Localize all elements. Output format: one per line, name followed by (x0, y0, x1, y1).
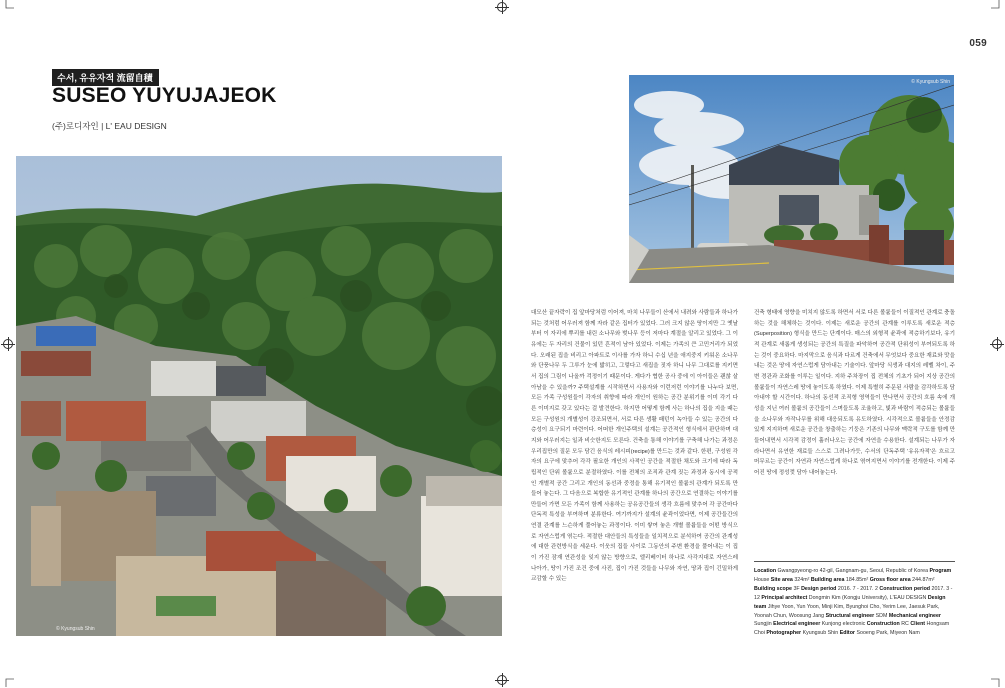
crop-mark-top-right (991, 0, 1005, 14)
crop-mark-bottom-left (0, 673, 14, 687)
project-info (754, 567, 955, 638)
aerial-neighborhood-photo (16, 156, 502, 636)
registration-mark-top (497, 2, 507, 12)
street-photo-illustration (629, 75, 954, 283)
project-info-label: Site area (770, 576, 795, 583)
project-info-value: Dongmin Kim (Kongju University), L'EAU DESIGN (808, 594, 928, 601)
right-photo-credit: © Kyungsub Shin (911, 79, 950, 85)
registration-mark-bottom (497, 675, 507, 685)
project-info-value: 244.87m² (912, 576, 935, 583)
project-info-label: Program (929, 568, 952, 574)
project-info-label: Location (754, 568, 778, 574)
project-info-value: RC (901, 621, 911, 628)
project-info-value: House (754, 576, 771, 583)
project-info-value: Sooeng Park, Miyeon Nam (856, 630, 920, 637)
page-number: 059 (969, 38, 987, 49)
crop-mark-top-left (0, 0, 14, 14)
street-view-house-photo (629, 75, 954, 283)
architect-firm: (주)로디자인 | L' EAU DESIGN (52, 121, 167, 131)
project-info-label: Mechanical engineer (888, 612, 941, 619)
project-info-value: SDM (875, 612, 889, 619)
project-info-value: Hongsam Choi (754, 621, 950, 637)
aerial-photo-illustration (16, 156, 502, 636)
project-info-value: 2016. 7 - 2017. 2 (837, 585, 880, 592)
project-info-divider (754, 561, 955, 562)
body-text-column-2: 건축 형태에 영향을 미치지 않도록 하면서 서로 다른 볼륨들이 이질적인 관계로 충돌하는 것을 해체하는 것이다. 이제는 새로운 공간의 관계를 이루도록 새로운 적층(Superposition) 형식을 만드는 단계이다. 매스의 외형적 윤곽에 적층하기보다, 유기적 관계로 새롭게 생성되는 공간의 특질을 파악하여 공간적 단위성이 부여되도록 하는 것이 중요하다. 마지막으로 음식과 다르게 건축에서 무엇보다 중요한 재료와 맛을 내는 것은 땅에 자연스럽게 담아내는 기술이다. 앞마당 식생과 대지의 레벨 차이, 주변 경관과 조화를 이루는 일이다. 지하 주차장이 집 전체의 기초가 되어 지상 공간의 볼륨들이 자연스레 땅에 놓이도록 하였다. 이제 특별히 주문된 사람을 감각하도록 담아내야 할 시간이다. 하나의 동선적 조직형 영역들이 만나면서 공간의 흐름 속에 개성을 지닌 여러 볼륨의 공간들이 스며들도록 조율하고, 빛과 바람이 적층되는 볼륨들을 소나무와 자작나무를 위해 대응되도록 유도하였다. 시각적으로 볼륨들을 안정감 있게 지지하며 새로운 공간을 창출하는 기둥은 기존의 나무와 맥락적 구도를 함께 만들어내면서 시각적 감정이 흘러나오는 공간에 자연을 수용한다. 설계되는 나무가 자라나면서 유연한 재료들 스스로 그려나가듯, 수서의 단독주택 '유유자적'은 흐르고 머무르는 공간이 자연과 자연스럽게 하나로 엮여지면서 이야기를 전개한다. 이제 주어진 땅에 정성껏 담아 내어놓는다. (754, 310, 955, 476)
article-title: SUSEO YUYUJAJEOK (52, 84, 277, 107)
project-info-label: Building scope (754, 585, 794, 592)
left-photo-credit: © Kyungsub Shin (56, 626, 95, 632)
project-info-label: Electrical engineer (773, 621, 822, 628)
project-info-label: Gross floor area (869, 576, 913, 583)
project-info-label: Structural engineer (825, 612, 876, 619)
project-info-label: Design team (754, 594, 946, 610)
body-text-column-1: 대모산 끝자락이 집 앞마당처럼 이어져, 마치 나무들이 산에서 내려와 사람들과 하나가 되는 것처럼 어우러져 함께 자라 같은 집터가 있었다. 그러 크지 않은 땅이지만 그 옛날부터 이 자리에 뿌리를 내린 소나무와 벚나무 등이 저마다 계절을 알리고 있었다. 그 이유에는 두 자리의 건물이 있던 흔적이 남아 있었다. 이제는 가족의 큰 고민거리가 되었다. 오래된 집을 비리고 아파트로 이사를 가자 하니 수십 년을 애지중지 키워온 소나무와 단풍나무 두 그루가 눈에 밟히고, 그렇다고 새집을 짓자 하니 나무 그대로를 지키면서 집의 그림이 나올까 걱정이기 때문이다. 게다가 협한 공사 중에 이 아이들은 괜찮 살아남을 수 있을까? 주택설계를 시작하면서 사용자와 이런저런 이야기를 나누다 보면, 모든 가족 구성원들이 각자의 취향에 따라 개인이 원하는 공간 분위기를 이미 각기 다른 이미지로 갖고 있다는 걸 발견한다. 하지만 어떻게 함께 사는 하나의 집을 지을 때는 모든 구성원의 개별성이 강조되면서, 서로 다른 생활 패턴이 녹아들 수 있는 공간의 다층성이 요구되기 마련이다. 어떠한 개인주택의 설계는 공간적인 형식에서 판단하며 대지와 어우러지는 일과 비슷한지도 모른다. 건축을 통해 이야기를 구축해 나가는 과정은 우리집만의 질문 모두 담긴 음식의 레시피(recipe)를 만드는 것과 같다. 한편, 구성원 각자의 요구에 맞추어 각각 필요한 개인의 사적인 공간을 적절한 채도와 크기에 따라 독립적인 단위 볼륨으로 분절하였다. 이를 전체의 조직과 관계 짓는 과정과 동시에 공적인 개별적 공간 그리고 개인의 동선과 중정을 통해 유기적인 볼륨의 관계가 되도록 만들어 놓는다. 그 다음으로 복합한 유기적인 관계를 하나의 공간으로 연결하는 이야기를 만들어 가면 모든 가족이 함께 사용하는 공유공간들의 생각 흐름에 맞추어 각 공간마다 단독적 특성을 부여하며 분류한다. 여기까지가 설계의 윤곽이었다면, 이제 공간들간의 연결 관계를 느슨하게 풀어놓는 과정이다. 이미 쌓여 놓은 개별 볼륨들을 어떤 방식으로 자연스럽게 엮는다. 적절한 대안들의 특성들을 일치적으로 분석하여 공간의 관계성에 대한 관련방식을 세운다. 이웃의 집들 사이로 그동안의 주변 환경을 풀어내는 이 집이 가진 잠재 연관성을 잊지 않는 방향으로, 엘리베이터 하나로 사각지대로 자연스레 나아가, 땅이 가진 조건 중에 사진, 집이 가진 것들을 나무와 자연, 땅과 집이 긴밀하게 교감할 수 있는 (531, 310, 738, 583)
project-info-label: Construction period (879, 585, 932, 592)
project-info-label: Principal architect (761, 594, 809, 601)
project-info-value: Kyungsub Shin (802, 630, 840, 637)
project-info-value: Jihye Yoon, Yun Yoon, Minji Kim, Byunghoi Cho, Yerim Lee, Jaesuk Park, Yoonah Chun, Woosung Jang (754, 603, 940, 619)
category-label: 수서, 유유자적 流留自積 (52, 69, 159, 86)
project-info-value: 324m² (794, 576, 811, 583)
project-info-label: Building area (810, 576, 846, 583)
project-info-label: Design period (801, 585, 838, 592)
project-info-label: Editor (839, 630, 857, 637)
registration-mark-right (992, 339, 1002, 349)
project-info-value: 2017. 3 - 12 (754, 585, 953, 601)
project-info-value: Sungjin (754, 621, 774, 628)
project-info-label: Construction (866, 621, 902, 628)
project-info-value: 184.85m² (845, 576, 870, 583)
project-info-value: Gwangpyeong-ro 42-gil, Gangnam-gu, Seoul, Republic of Korea (777, 568, 930, 574)
project-info-value: 3F (793, 585, 802, 592)
project-info-label: Client (910, 621, 927, 628)
project-info-value: Kunjong electronic (821, 621, 867, 628)
project-info-label: Photographer (766, 630, 803, 637)
crop-mark-bottom-right (991, 673, 1005, 687)
registration-mark-left (3, 339, 13, 349)
